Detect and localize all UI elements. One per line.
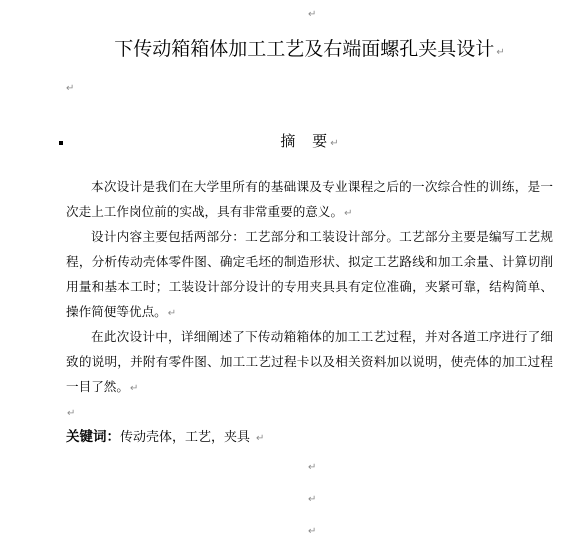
paragraph-mark-icon: [308, 525, 316, 539]
paragraph-mark-icon: [130, 383, 138, 394]
abstract-heading: 摘 要: [280, 132, 328, 150]
paragraph-mark-icon: [66, 82, 74, 96]
keywords-line: [66, 424, 553, 449]
keywords-label: 关键词：: [66, 429, 120, 445]
paragraph-mark-icon: [308, 461, 316, 475]
paragraph-3-line-1: 在此次设计中，详细阐述了下传动箱箱体的加工工艺过程，并对各道工序进行了细: [91, 329, 553, 344]
keep-with-next-mark-icon: [59, 141, 63, 145]
paragraph-2-line-1: 设计内容主要包括两部分：工艺部分和工装设计部分。工艺部分主要是编写工艺规: [91, 229, 553, 244]
abstract-heading-line: [66, 130, 553, 152]
paragraph-mark-icon: [308, 8, 316, 22]
paragraph-3-line-3-text: 一目了然。: [66, 379, 129, 394]
abstract-body: [66, 174, 553, 449]
paragraph-3-line-3: [66, 374, 553, 399]
paragraph-1-line-1: 本次设计是我们在大学里所有的基础课及专业课程之后的一次综合性的训练，是一: [91, 179, 553, 194]
paragraph-mark-icon: [67, 408, 75, 419]
paragraph-2-line-2: 程，分析传动壳体零件图、确定毛坯的制造形状、拟定工艺路线和加工余量、计算切削: [66, 254, 553, 269]
paragraph-1-line-2-text: 次走上工作岗位前的实战，具有非常重要的意义。: [66, 204, 344, 219]
paragraph-mark-icon: [496, 47, 504, 58]
paragraph-3-line-2: 致的说明，并附有零件图、加工工艺过程卡以及相关资料加以说明，使壳体的加工过程: [66, 354, 553, 369]
paragraph-mark-icon: [344, 208, 352, 219]
paragraph-mark-icon: [330, 138, 338, 149]
empty-paragraph: [66, 399, 553, 424]
document-title-line: [66, 36, 553, 62]
paragraph-1-line-2: [66, 199, 553, 224]
paragraph-2-line-3: 用量和基本工时；工装设计部分设计的专用夹具具有定位准确，夹紧可靠，结构简单、: [66, 279, 553, 294]
paragraph-mark-icon: [308, 493, 316, 507]
keywords-value: 传动壳体，工艺，夹具: [120, 430, 251, 445]
document-title: 下传动箱箱体加工工艺及右端面螺孔夹具设计: [114, 38, 495, 60]
paragraph-2-line-4: [66, 299, 553, 324]
paragraph-2-line-4-text: 操作简便等优点。: [66, 304, 167, 319]
paragraph-mark-icon: [256, 433, 264, 444]
paragraph-mark-icon: [168, 308, 176, 319]
